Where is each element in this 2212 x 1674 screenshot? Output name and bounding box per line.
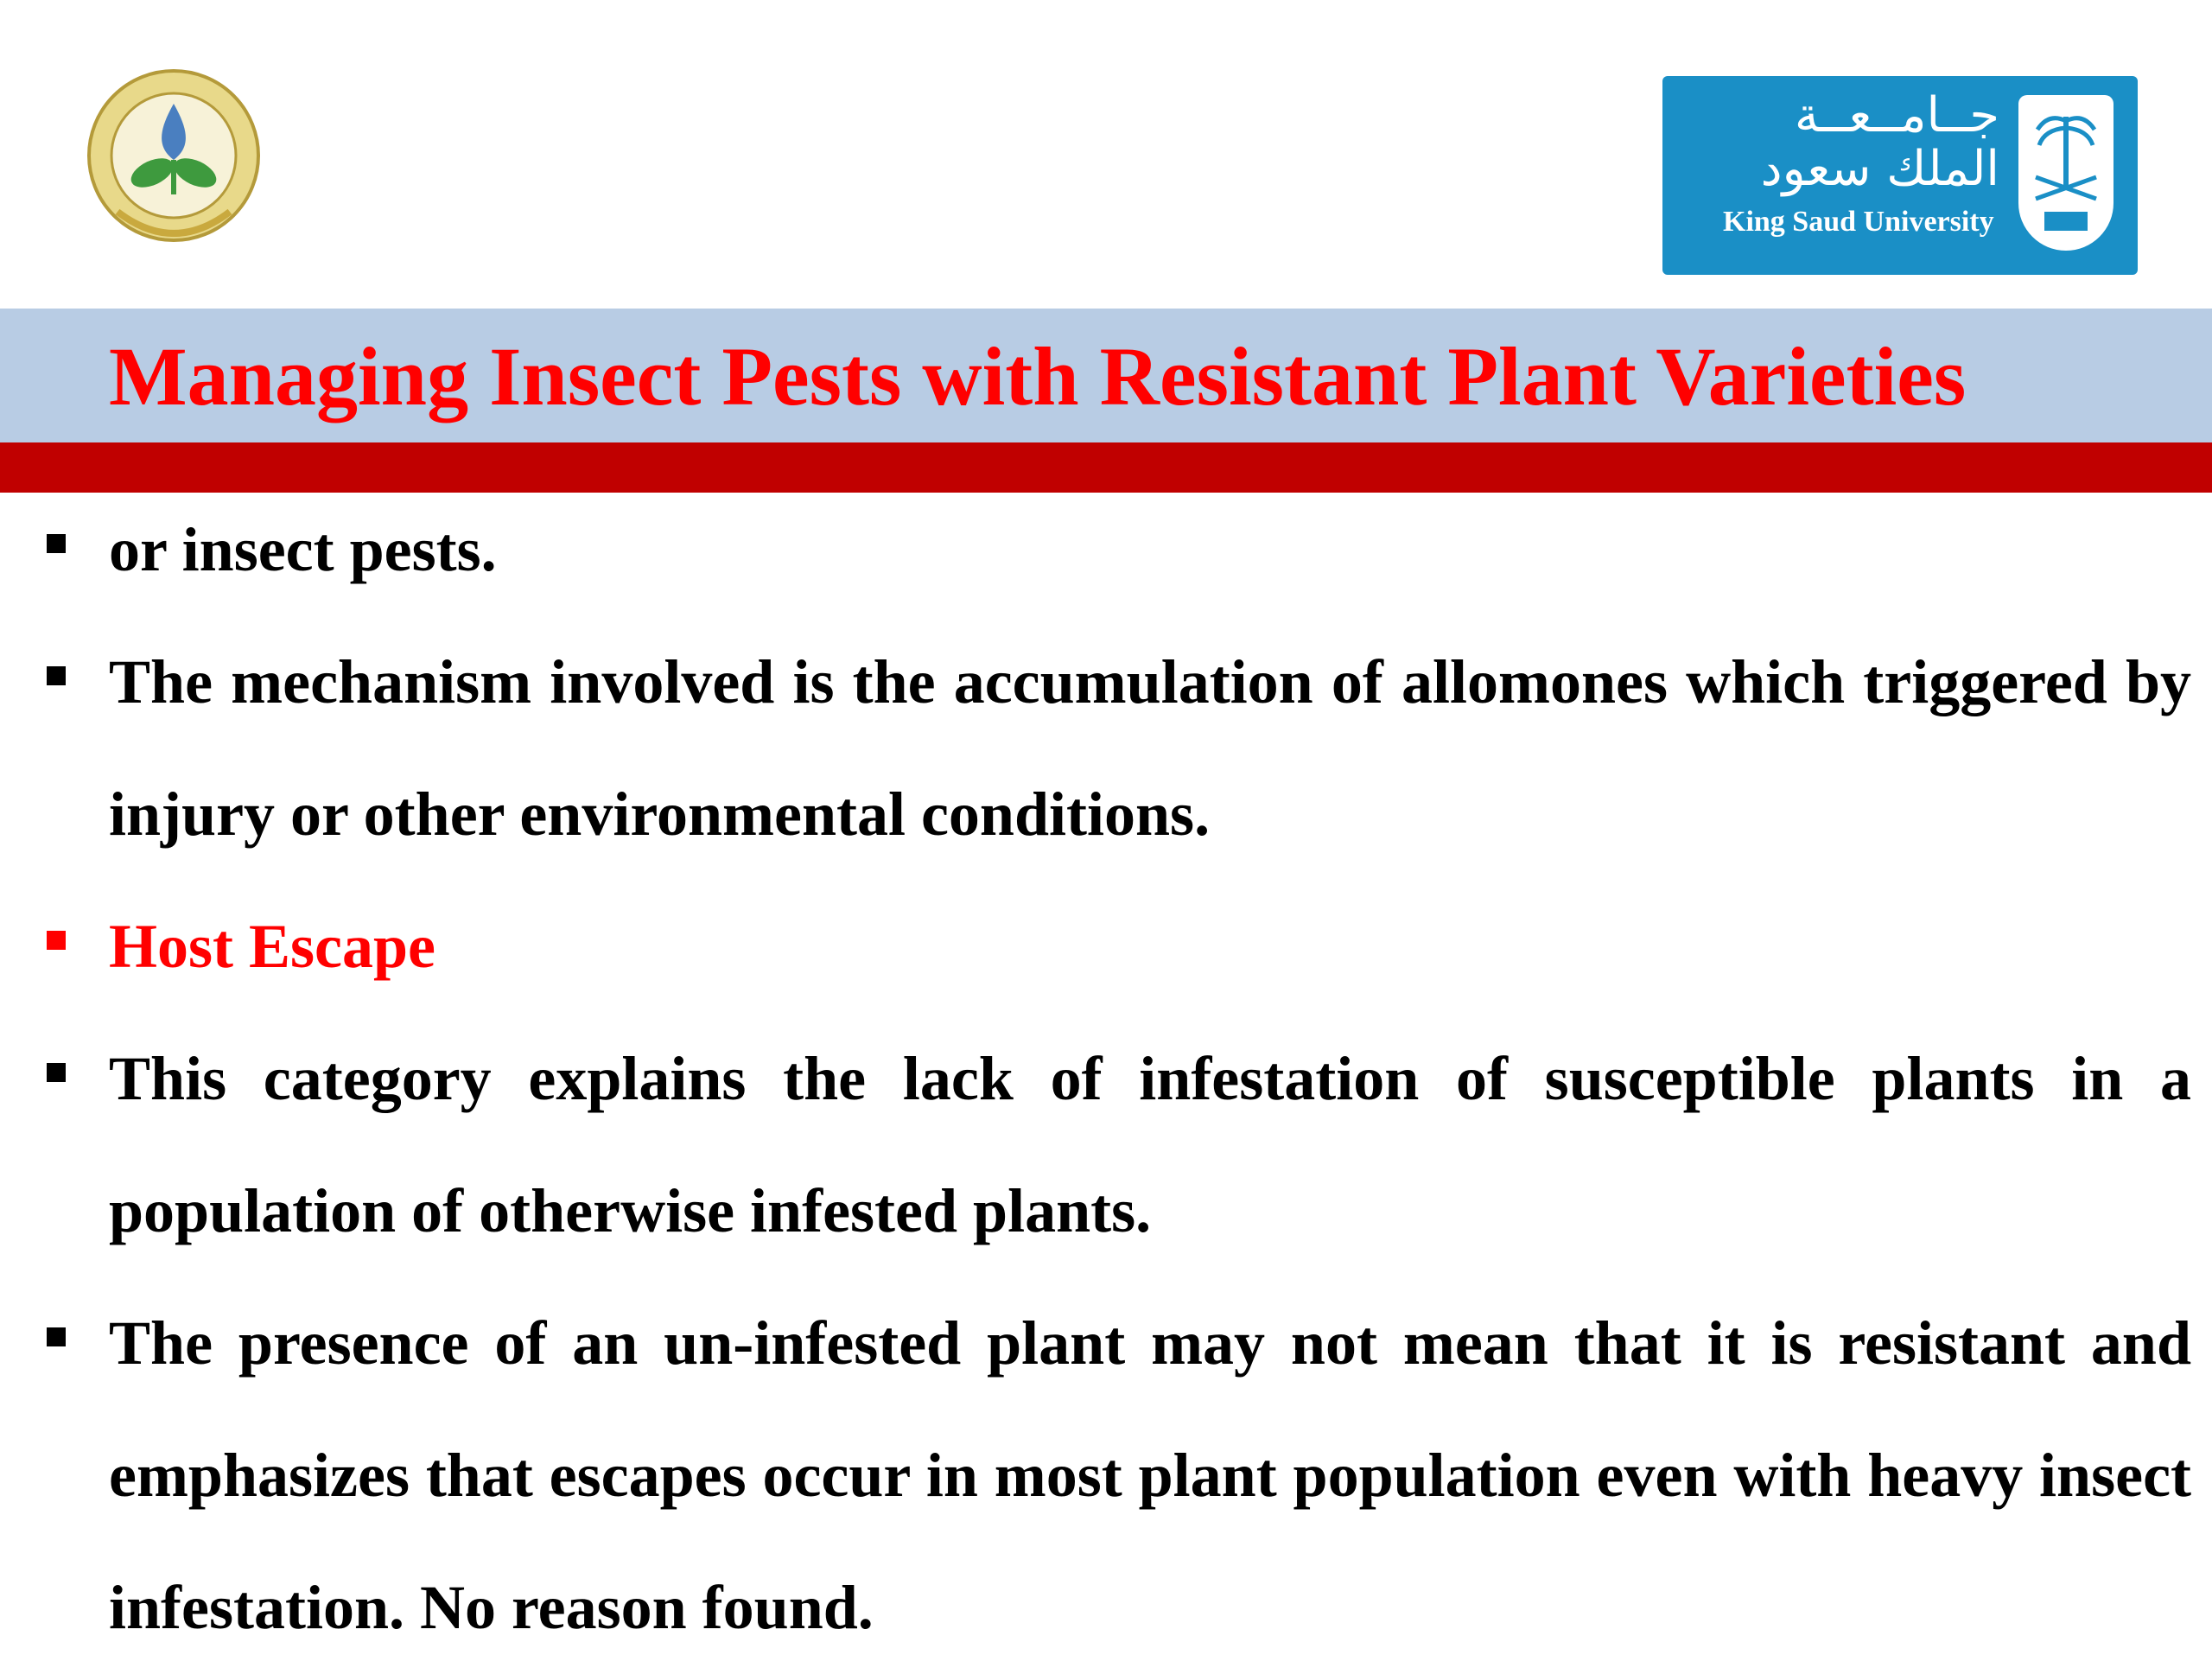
bullet-text: or insect pests. [109,515,497,584]
bullet-text: The presence of an un-infested plant may not mean that it is resistant and emphasizes that escapes occur in most plant population even with heavy insect infestation. No reason found. [109,1308,2191,1642]
square-bullet-icon [47,1063,66,1082]
logo-arabic-line1: جــامــعــة [1794,87,1999,143]
bullet-text: The mechanism involved is the accumulation of allomones which triggered by injury or other environmental conditions. [109,647,2191,849]
square-bullet-icon [47,666,66,685]
bullet-item-heading [109,881,2191,1013]
bullet-item [109,616,2191,881]
king-saud-university-logo [1662,76,2138,275]
bullet-text: Host Escape [109,912,435,981]
palm-and-swords-shield-icon [2018,95,2113,251]
bullet-item [109,1013,2191,1277]
square-bullet-icon [47,1327,66,1346]
logo-english-name: King Saud University [1723,206,1994,238]
square-bullet-icon [47,931,66,950]
bullet-item [109,484,2191,616]
slide-title: Managing Insect Pests with Resistant Plant Varieties [109,330,1967,423]
college-logo [83,69,264,251]
bullet-item [109,1277,2191,1674]
logo-arabic-line2: الملك سعود [1760,141,1999,197]
square-bullet-icon [47,534,66,553]
college-of-food-and-agriculture-seal-icon [83,69,264,251]
bullet-text: This category explains the lack of infestation of susceptible plants in a population of otherwise infested plants. [109,1044,2191,1245]
